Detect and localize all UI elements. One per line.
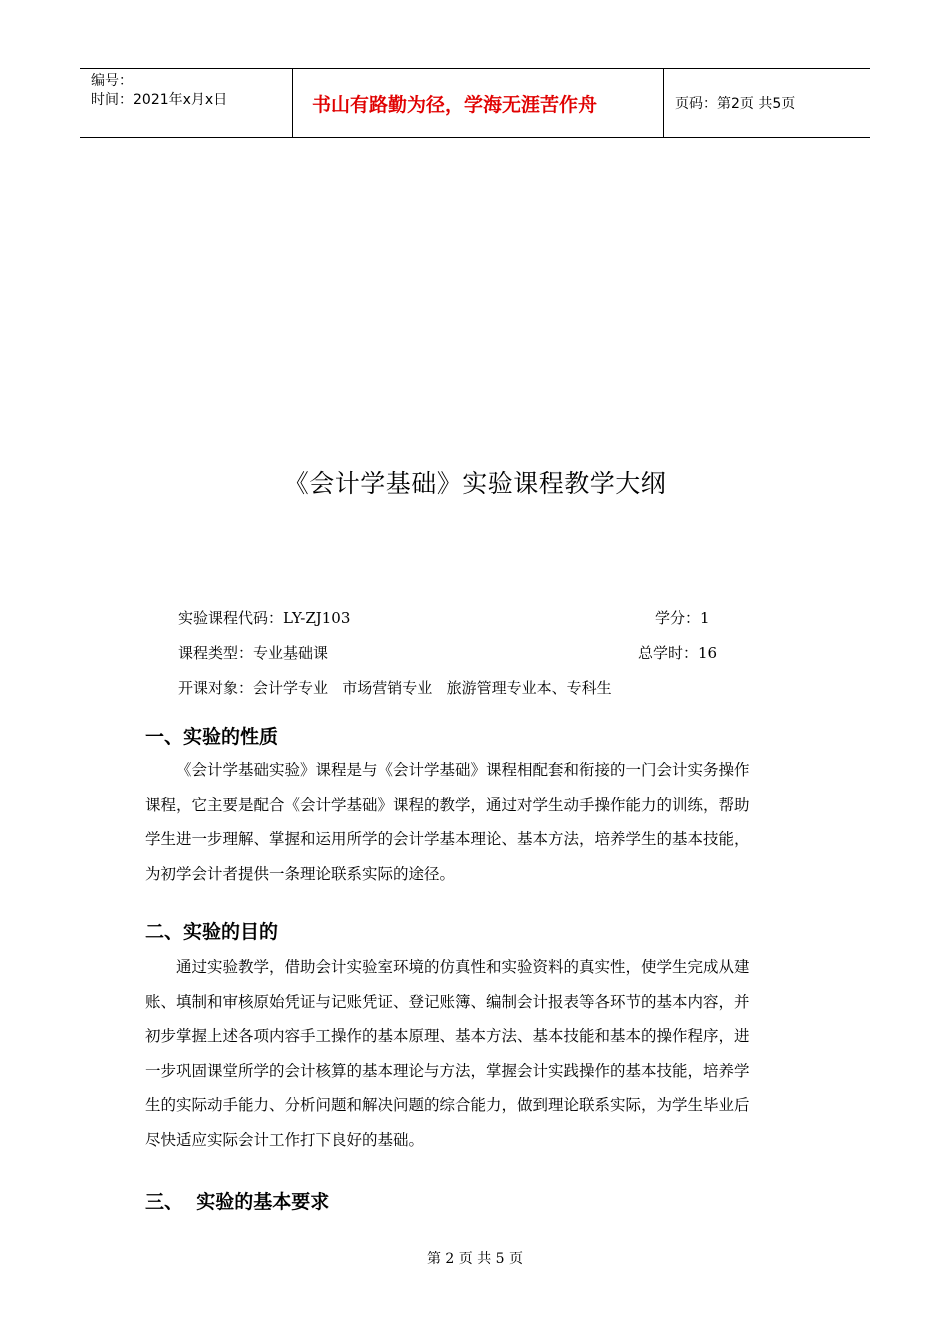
paragraph-line: 生的实际动手能力、分析问题和解决问题的综合能力，做到理论联系实际，为学生毕业后	[145, 1096, 750, 1114]
paragraph-line: 为初学会计者提供一条理论联系实际的途径。	[145, 864, 456, 883]
section-heading-2: 二、实验的目的	[145, 921, 279, 943]
paragraph-line: 尽快适应实际会计工作打下良好的基础。	[145, 1130, 425, 1149]
page-title: 《会计学基础》实验课程教学大纲	[283, 469, 667, 498]
number-label: 编号：	[91, 73, 133, 89]
header-motto: 书山有路勤为径，学海无涯苦作舟	[293, 69, 664, 137]
page-footer: 第 2 页 共 5 页	[426, 1251, 524, 1267]
course-credit: 学分：1	[655, 609, 710, 627]
paragraph-line: 通过实验教学，借助会计实验室环境的仿真性和实验资料的真实性，使学生完成从建	[176, 958, 750, 976]
section-heading-1: 一、实验的性质	[145, 726, 279, 748]
paragraph-line: 课程，它主要是配合《会计学基础》课程的教学，通过对学生动手操作能力的训练，帮助	[145, 795, 750, 814]
document-header	[80, 68, 870, 138]
section-heading-3: 三、 实验的基本要求	[145, 1191, 330, 1213]
course-audience: 开课对象：会计学专业 市场营销专业 旅游管理专业本、专科生	[178, 679, 612, 697]
paragraph-line: 初步掌握上述各项内容手工操作的基本原理、基本方法、基本技能和基本的操作程序，进	[145, 1027, 750, 1045]
course-type: 课程类型：专业基础课	[178, 644, 329, 662]
header-meta-cell	[80, 69, 293, 137]
section-body-1	[145, 753, 809, 891]
header-page-info: 页码：第2页 共5页	[675, 96, 796, 112]
course-hours: 总学时：16	[638, 644, 718, 662]
course-code: 实验课程代码：LY-ZJ103	[178, 609, 351, 627]
paragraph-line: 《会计学基础实验》课程是与《会计学基础》课程相配套和衔接的一门会计实务操作	[176, 761, 750, 779]
paragraph-line: 学生进一步理解、掌握和运用所学的会计学基本理论、基本方法，培养学生的基本技能，	[145, 830, 750, 848]
paragraph-line: 一步巩固课堂所学的会计核算的基本理论与方法，掌握会计实践操作的基本技能，培养学	[145, 1061, 750, 1080]
time-label: 时间：2021年x月x日	[91, 92, 228, 108]
paragraph-line: 账、填制和审核原始凭证与记账凭证、登记账簿、编制会计报表等各环节的基本内容，并	[145, 992, 750, 1011]
section-body-2	[145, 950, 809, 1157]
